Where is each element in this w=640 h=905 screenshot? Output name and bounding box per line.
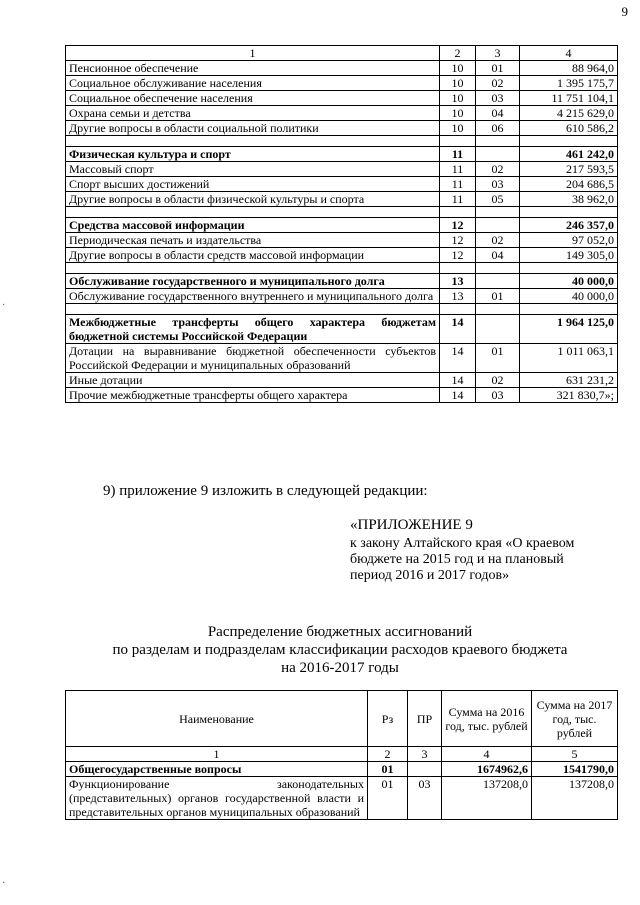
table-header-row — [66, 691, 618, 747]
spacer-row — [66, 136, 618, 147]
table-row — [66, 177, 618, 192]
row-sum: 1 395 175,7 — [520, 76, 618, 91]
row-rz: 13 — [440, 274, 476, 289]
row-sum: 461 242,0 — [520, 147, 618, 162]
row-rz: 10 — [440, 106, 476, 121]
spacer-cell — [440, 304, 476, 315]
row-name: Социальное обслуживание населения — [66, 76, 440, 91]
header-cell: 4 — [520, 46, 618, 61]
row-pr — [476, 218, 520, 233]
title-line: по разделам и подразделам классификации расходов краевого бюджета — [112, 642, 568, 658]
appendix-line: бюджете на 2015 год и на плановый — [350, 552, 564, 567]
row-rz: 10 — [440, 76, 476, 91]
table-row — [66, 162, 618, 177]
row-rz: 12 — [440, 218, 476, 233]
header-name: Наименование — [66, 691, 368, 747]
row-sum-2017: 137208,0 — [532, 777, 618, 820]
row-name: Иные дотации — [66, 373, 440, 388]
row-pr — [476, 274, 520, 289]
row-name: Общегосударственные вопросы — [66, 762, 368, 777]
row-name: Средства массовой информации — [66, 218, 440, 233]
table-row — [66, 91, 618, 106]
appendix-line: период 2016 и 2017 годов» — [350, 568, 510, 583]
row-pr: 03 — [476, 91, 520, 106]
header-rz: Рз — [368, 691, 408, 747]
row-name: Массовый спорт — [66, 162, 440, 177]
row-sum: 11 751 104,1 — [520, 91, 618, 106]
column-number: 1 — [66, 747, 368, 762]
table-row — [66, 106, 618, 121]
row-rz: 11 — [440, 192, 476, 207]
table-row — [66, 373, 618, 388]
page-number: 9 — [621, 4, 628, 19]
row-pr: 04 — [476, 106, 520, 121]
row-sum: 97 052,0 — [520, 233, 618, 248]
row-rz: 10 — [440, 91, 476, 106]
document-title — [60, 623, 620, 677]
header-sum-2016: Сумма на 2016 год, тыс. рублей — [442, 691, 532, 747]
spacer-cell — [440, 263, 476, 274]
table-row — [66, 233, 618, 248]
row-name: Пенсионное обеспечение — [66, 61, 440, 76]
row-rz: 11 — [440, 177, 476, 192]
title-line: Распределение бюджетных ассигнований — [207, 624, 473, 640]
row-sum: 631 231,2 — [520, 373, 618, 388]
row-name: Охрана семьи и детства — [66, 106, 440, 121]
row-name: Физическая культура и спорт — [66, 147, 440, 162]
row-pr: 04 — [476, 248, 520, 263]
row-rz: 12 — [440, 233, 476, 248]
column-number: 5 — [532, 747, 618, 762]
row-sum: 4 215 629,0 — [520, 106, 618, 121]
row-pr: 03 — [408, 777, 442, 820]
row-name: Обслуживание государственного и муниципального долга — [66, 274, 440, 289]
spacer-row — [66, 304, 618, 315]
spacer-cell — [476, 263, 520, 274]
spacer-cell — [66, 304, 440, 315]
row-pr: 03 — [476, 388, 520, 403]
row-rz: 14 — [440, 315, 476, 344]
row-name: Другие вопросы в области социальной политики — [66, 121, 440, 136]
spacer-cell — [520, 263, 618, 274]
table-row — [66, 192, 618, 207]
row-rz: 13 — [440, 289, 476, 304]
row-pr — [476, 147, 520, 162]
column-number-row — [66, 747, 618, 762]
table-row — [66, 121, 618, 136]
table-header-row — [66, 46, 618, 61]
row-sum: 1 964 125,0 — [520, 315, 618, 344]
budget-table-continued — [65, 45, 618, 403]
header-pr: ПР — [408, 691, 442, 747]
spacer-cell — [520, 136, 618, 147]
table-row — [66, 344, 618, 373]
header-cell: 2 — [440, 46, 476, 61]
spacer-cell — [476, 304, 520, 315]
row-pr: 02 — [476, 162, 520, 177]
row-pr: 01 — [476, 289, 520, 304]
row-pr — [408, 762, 442, 777]
row-name: Обслуживание государственного внутреннего и муниципального долга — [66, 289, 440, 304]
spacer-row — [66, 263, 618, 274]
section-row — [66, 147, 618, 162]
table-row — [66, 289, 618, 304]
spacer-cell — [66, 263, 440, 274]
spacer-row — [66, 207, 618, 218]
title-line: на 2016-2017 годы — [281, 660, 399, 676]
section-row — [66, 274, 618, 289]
row-name: Другие вопросы в области физической культуры и спорта — [66, 192, 440, 207]
row-name: Другие вопросы в области средств массовой информации — [66, 248, 440, 263]
row-pr: 03 — [476, 177, 520, 192]
section-row — [66, 762, 618, 777]
row-name: Функционирование законодательных (представительных) органов государственной власти и представительных органов муниципальных образований — [66, 777, 368, 820]
table-row — [66, 248, 618, 263]
row-sum: 149 305,0 — [520, 248, 618, 263]
row-pr: 01 — [476, 61, 520, 76]
row-pr: 01 — [476, 344, 520, 373]
row-name: Дотации на выравнивание бюджетной обеспеченности субъектов Российской Федерации и муниципальных образований — [66, 344, 440, 373]
row-name: Прочие межбюджетные трансферты общего характера — [66, 388, 440, 403]
row-name: Межбюджетные трансферты общего характера бюджетам бюджетной системы Российской Федерации — [66, 315, 440, 344]
column-number: 3 — [408, 747, 442, 762]
appendix-line: к закону Алтайского края «О краевом — [350, 536, 575, 551]
spacer-cell — [476, 136, 520, 147]
row-sum: 40 000,0 — [520, 289, 618, 304]
header-cell: 1 — [66, 46, 440, 61]
section-row — [66, 315, 618, 344]
row-rz: 14 — [440, 388, 476, 403]
table-row — [66, 777, 618, 820]
row-sum-2016: 137208,0 — [442, 777, 532, 820]
row-sum: 217 593,5 — [520, 162, 618, 177]
header-sum-2017: Сумма на 2017 год, тыс. рублей — [532, 691, 618, 747]
appendix-header — [350, 517, 616, 584]
spacer-cell — [520, 304, 618, 315]
row-pr: 02 — [476, 373, 520, 388]
appendix-heading: «ПРИЛОЖЕНИЕ 9 — [350, 517, 473, 533]
header-cell: 3 — [476, 46, 520, 61]
row-rz: 11 — [440, 147, 476, 162]
row-pr — [476, 315, 520, 344]
table-row — [66, 61, 618, 76]
row-name: Периодическая печать и издательства — [66, 233, 440, 248]
row-pr: 02 — [476, 76, 520, 91]
row-sum: 204 686,5 — [520, 177, 618, 192]
row-rz: 01 — [368, 777, 408, 820]
spacer-cell — [520, 207, 618, 218]
table-row — [66, 388, 618, 403]
amendment-paragraph: 9) приложение 9 изложить в следующей редакции: — [103, 483, 428, 499]
spacer-cell — [66, 207, 440, 218]
row-sum: 246 357,0 — [520, 218, 618, 233]
row-rz: 14 — [440, 373, 476, 388]
spacer-cell — [440, 207, 476, 218]
row-sum: 610 586,2 — [520, 121, 618, 136]
row-name: Социальное обеспечение населения — [66, 91, 440, 106]
row-sum: 88 964,0 — [520, 61, 618, 76]
budget-allocation-table — [65, 690, 618, 820]
column-number: 4 — [442, 747, 532, 762]
row-pr: 05 — [476, 192, 520, 207]
row-rz: 12 — [440, 248, 476, 263]
section-row — [66, 218, 618, 233]
row-sum: 321 830,7»; — [520, 388, 618, 403]
column-number: 2 — [368, 747, 408, 762]
spacer-cell — [66, 136, 440, 147]
row-rz: 10 — [440, 61, 476, 76]
spacer-cell — [476, 207, 520, 218]
row-rz: 10 — [440, 121, 476, 136]
row-name: Спорт высших достижений — [66, 177, 440, 192]
row-pr: 02 — [476, 233, 520, 248]
margin-mark: · — [2, 878, 6, 889]
row-rz: 14 — [440, 344, 476, 373]
row-pr: 06 — [476, 121, 520, 136]
row-rz: 01 — [368, 762, 408, 777]
row-sum: 40 000,0 — [520, 274, 618, 289]
row-sum-2017: 1541790,0 — [532, 762, 618, 777]
row-sum-2016: 1674962,6 — [442, 762, 532, 777]
spacer-cell — [440, 136, 476, 147]
row-rz: 11 — [440, 162, 476, 177]
table-row — [66, 76, 618, 91]
margin-mark: · — [2, 300, 6, 311]
row-sum: 1 011 063,1 — [520, 344, 618, 373]
row-sum: 38 962,0 — [520, 192, 618, 207]
